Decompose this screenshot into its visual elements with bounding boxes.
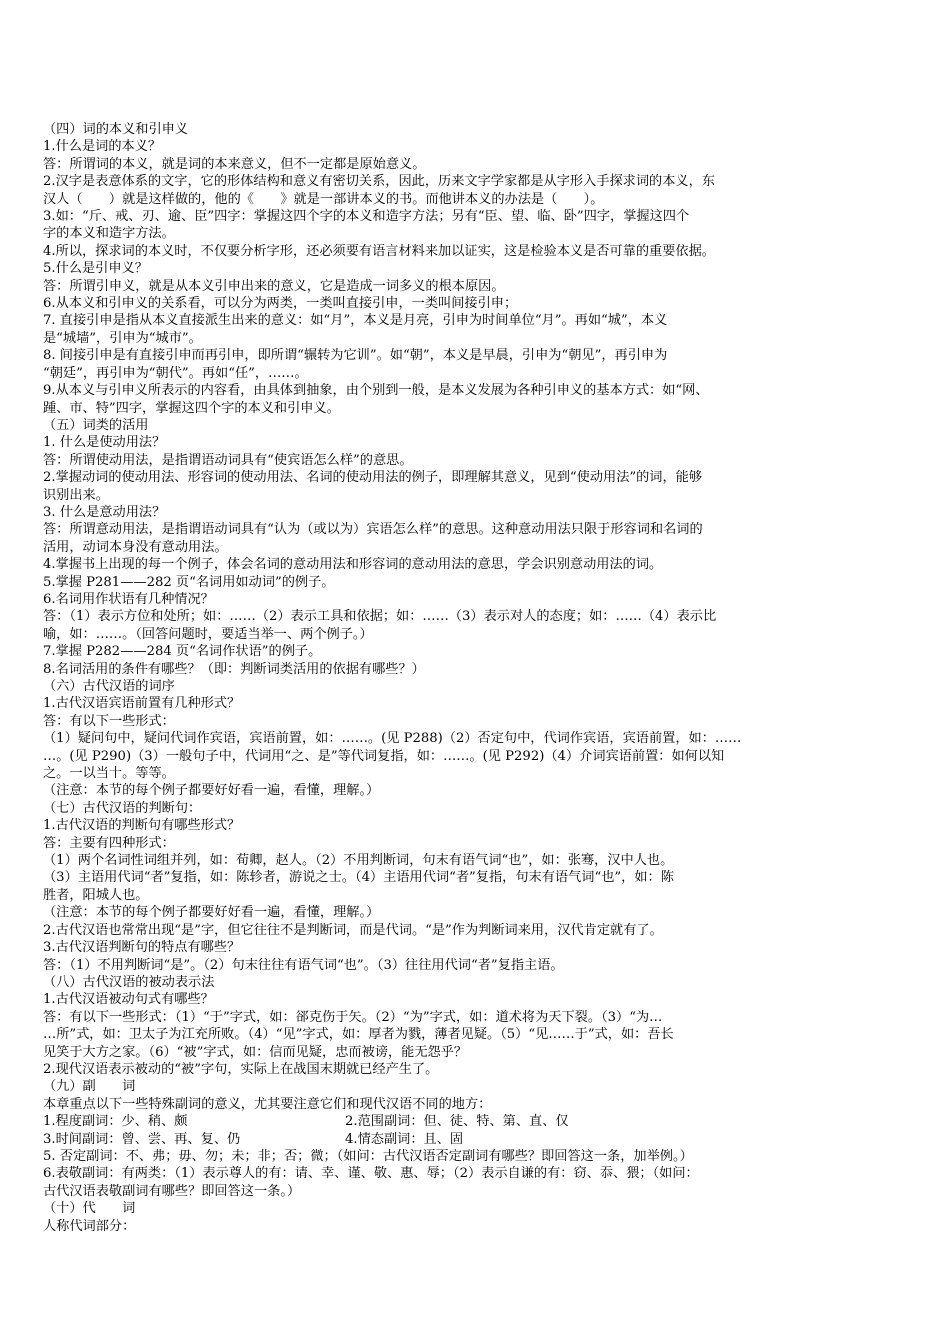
text-line: （四）词的本义和引申义 bbox=[43, 122, 189, 137]
text-line: 3. 什么是意动用法？ bbox=[43, 504, 166, 520]
text-line: 1. 什么是使动用法？ bbox=[43, 435, 166, 451]
text-line: 5.掌握 P281——282 页“名词用如动词”的例子。 bbox=[43, 574, 335, 590]
text-line: 7. 直接引申是指从本义直接派生出来的意义：如“月”，本义是月亮，引申为时间单位“月”。再如“城”，本义 bbox=[43, 313, 668, 329]
text-line: （注意：本节的每个例子都要好好看一遍，看懂，理解。） bbox=[43, 905, 380, 921]
text-line: （1）两个名词性词组并列，如：荀卿，赵人。（2）不用判断词，句末有语气词“也”，如：张骞，汉中人也。 bbox=[43, 853, 674, 869]
text-line: 识别出来。 bbox=[43, 487, 109, 503]
text-line: 是“城墙”，引申为“城市”。 bbox=[43, 330, 202, 346]
text-line: 2.汉字是表意体系的文字，它的形体结构和意义有密切关系，因此，历来文字学家都是从字形入手探求词的本义，东 bbox=[43, 174, 715, 190]
text-line: （3）主语用代词“者”复指，如：陈轸者，游说之士。（4）主语用代词“者”复指，句末有语气词“也”，如：陈 bbox=[43, 870, 674, 886]
text-line: 答：所谓使动用法，是指谓语动词具有“使宾语怎么样”的意思。 bbox=[43, 452, 413, 468]
text-line: 答：主要有四种形式： bbox=[43, 835, 175, 851]
text-line: （十）代 词 bbox=[43, 1201, 136, 1217]
text-line: 6.表敬副词：有两类：（1）表示尊人的有：请、幸、谨、敬、惠、辱；（2）表示自谦的有：窃、忝、猥；（如问： bbox=[43, 1166, 699, 1182]
text-line: 答：（1）不用判断词“是”。（2）句末往往有语气词“也”。（3）往往用代词“者”复指主语。 bbox=[43, 957, 564, 973]
text-line: 1.古代汉语被动句式有哪些？ bbox=[43, 992, 214, 1008]
text-line: “朝廷”，再引申为“朝代”。再如“任”，……。 bbox=[43, 365, 308, 381]
document-page bbox=[43, 121, 909, 1235]
text-line: 答：有以下一些形式： bbox=[43, 713, 175, 729]
text-line: 2.掌握动词的使动用法、形容词的使动用法、名词的使动用法的例子，即理解其意义，见到“使动用法”的词，能够 bbox=[43, 470, 703, 486]
text-line: 汉人（ ）就是这样做的，他的《 》就是一部讲本义的书。而他讲本义的办法是（ ）。 bbox=[43, 191, 604, 207]
text-line: 之。一以当十。等等。 bbox=[43, 766, 175, 782]
text-line: 喻，如：……。（回答问题时，要适当举一、两个例子。） bbox=[43, 626, 373, 642]
text-line: 3.如：“斤、戒、刃、逾、臣”四字：掌握这四个字的本义和造字方法；另有“臣、望、临、卧”四字，掌握这四个 bbox=[43, 209, 690, 225]
text-line: 6.从本义和引申义的关系看，可以分为两类，一类叫直接引申，一类叫间接引申； bbox=[43, 296, 518, 312]
text-line: 胜者，阳城人也。 bbox=[43, 887, 149, 903]
adverb-category-right: 4.情态副词：且、固 bbox=[345, 1131, 464, 1147]
text-line: （七）古代汉语的判断句： bbox=[43, 800, 202, 816]
adverb-row bbox=[43, 1113, 909, 1130]
text-line: 答：有以下一些形式：（1）“于”字式，如：郤克伤于矢。（2）“为”字式，如：道术将为天下裂。（3）“为… bbox=[43, 1009, 663, 1025]
adverb-category-left: 3.时间副词：曾、尝、再、复、仍 bbox=[43, 1131, 241, 1147]
text-line: 答：所谓引申义，就是从本义引申出来的意义，它是造成一词多义的根本原因。 bbox=[43, 278, 505, 294]
text-line: 4.所以，探求词的本义时，不仅要分析字形，还必须要有语言材料来加以证实，这是检验本义是否可靠的重要依据。 bbox=[43, 243, 715, 259]
text-line: （1）疑问句中，疑问代词作宾语，宾语前置，如：……。(见 P288)（2）否定句中，代词作宾语，宾语前置，如：…… bbox=[43, 731, 742, 747]
text-line: 踵、市、特”四字，掌握这四个字的本义和引申义。 bbox=[43, 400, 340, 416]
text-line: 3.古代汉语判断句的特点有哪些？ bbox=[43, 940, 241, 956]
text-line: 1.古代汉语宾语前置有几种形式？ bbox=[43, 696, 241, 712]
adverb-category-left: 1.程度副词：少、稍、颇 bbox=[43, 1114, 188, 1130]
text-line: 答：（1）表示方位和处所；如：……（2）表示工具和依据；如：……（3）表示对人的态度；如：……（4）表示比 bbox=[43, 609, 717, 625]
text-line: 古代汉语表敬副词有哪些？即回答这一条。） bbox=[43, 1183, 301, 1199]
text-line: 见笑于大方之家。（6）“被”字式，如：信而见疑，忠而被谤，能无怨乎？ bbox=[43, 1044, 468, 1060]
text-line: 9.从本义与引申义所表示的内容看，由具体到抽象，由个别到一般，是本义发展为各种引申义的基本方式：如“网、 bbox=[43, 383, 709, 399]
text-line: 4.掌握书上出现的每一个例子，体会名词的意动用法和形容词的意动用法的意思，学会识别意动用法的词。 bbox=[43, 557, 663, 573]
text-line: 答：所谓意动用法，是指谓语动词具有“认为（或以为）宾语怎么样”的意思。这种意动用法只限于形容词和名词的 bbox=[43, 522, 703, 538]
text-line: （五）词类的活用 bbox=[43, 417, 149, 433]
text-line: 7.掌握 P282——284 页“名词作状语”的例子。 bbox=[43, 644, 322, 660]
text-line: 8.名词活用的条件有哪些？（即：判断词类活用的依据有哪些？） bbox=[43, 661, 425, 677]
text-line: 答：所谓词的本义，就是词的本来意义，但不一定都是原始意义。 bbox=[43, 156, 426, 172]
text-line: （六）古代汉语的词序 bbox=[43, 679, 175, 694]
text-line: 2.现代汉语表示被动的“被”字句，实际上在战国末期就已经产生了。 bbox=[43, 1061, 439, 1077]
text-line: （注意：本节的每个例子都要好好看一遍，看懂，理解。） bbox=[43, 783, 380, 799]
text-line: 5. 否定副词：不、弗；毋、勿；未；非；否；微；（如问：古代汉语否定副词有哪些？即回答这一条，加举例。） bbox=[43, 1148, 693, 1164]
adverb-category-right: 2.范围副词：但、徒、特、第、直、仅 bbox=[345, 1114, 569, 1130]
adverb-row bbox=[43, 1131, 909, 1148]
text-line: 字的本义和造字方法。 bbox=[43, 226, 175, 242]
text-line: 活用，动词本身没有意动用法。 bbox=[43, 539, 228, 555]
text-line: …所”式，如：卫太子为江充所败。（4）“见”字式，如：厚者为戮，薄者见疑。（5）“见……于”式，如：吾长 bbox=[43, 1027, 674, 1043]
text-line: 6.名词用作状语有几种情况？ bbox=[43, 591, 214, 607]
text-line: 8. 间接引申是有直接引申而再引申，即所谓“辗转为它训”。如“朝”，本义是早晨，引申为“朝见”，再引申为 bbox=[43, 348, 668, 364]
text-line: 2.古代汉语也常常出现“是”字，但它往往不是判断词，而是代词。“是”作为判断词来用，汉代肯定就有了。 bbox=[43, 922, 663, 938]
text-line: 1.什么是词的本义？ bbox=[43, 139, 162, 155]
text-line: 本章重点以下一些特殊副词的意义，尤其要注意它们和现代汉语不同的地方： bbox=[43, 1096, 492, 1112]
text-line: （八）古代汉语的被动表示法 bbox=[43, 974, 215, 990]
text-line: 1.古代汉语的判断句有哪些形式？ bbox=[43, 818, 241, 834]
text-line: 人称代词部分： bbox=[43, 1218, 136, 1234]
text-line: （九）副 词 bbox=[43, 1079, 136, 1095]
text-line: …。(见 P290)（3）一般句子中，代词用“之、是”等代词复指，如：……。(见 P292)（4）介词宾语前置：如何以知 bbox=[43, 748, 725, 764]
text-line: 5.什么是引申义？ bbox=[43, 261, 148, 277]
